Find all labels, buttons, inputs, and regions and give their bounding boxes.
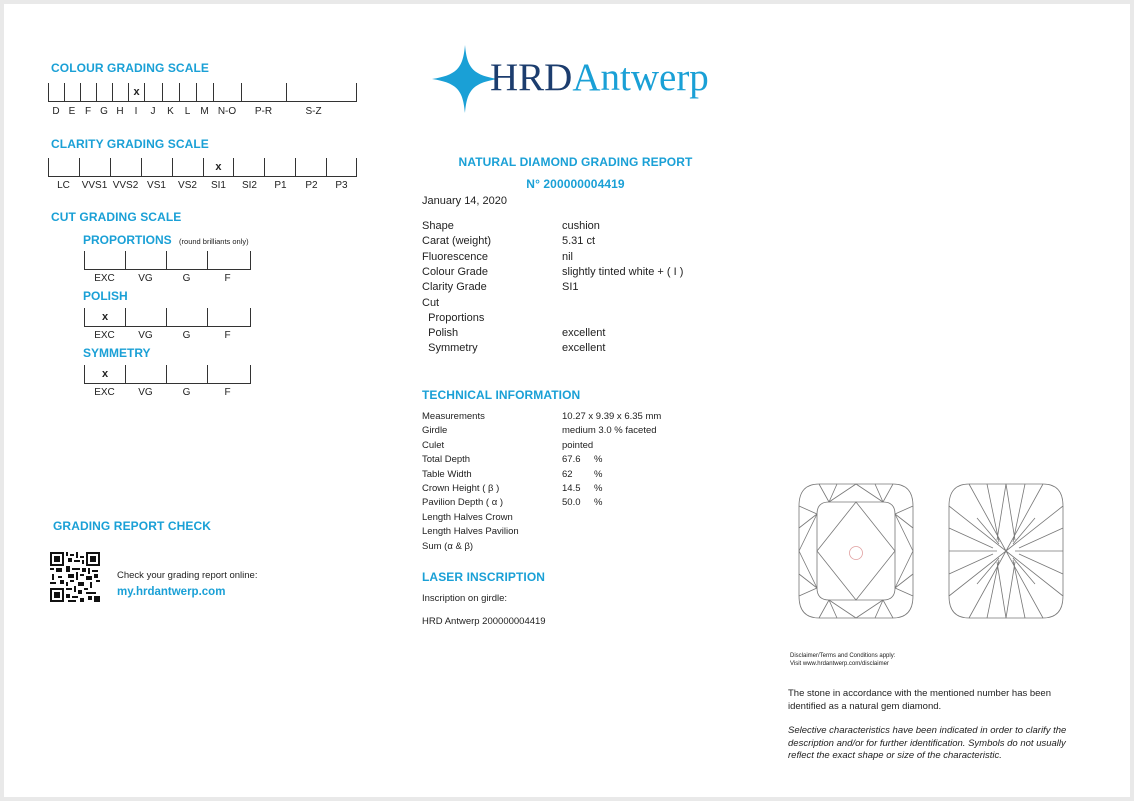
clarity-grade-label: VS1 — [147, 180, 166, 191]
qr-code-icon[interactable] — [50, 552, 100, 602]
colour-grade-label: P-R — [254, 106, 273, 117]
report-row-label: Symmetry — [422, 342, 478, 355]
cut-grade-label: G — [182, 273, 191, 284]
technical-row-unit: % — [594, 497, 603, 509]
report-row-label: Carat (weight) — [422, 235, 492, 248]
technical-row-unit: % — [594, 483, 603, 494]
colour-grade-label: N-O — [217, 106, 237, 117]
colour-grade-label: D — [52, 106, 60, 117]
polish-scale-labels — [84, 330, 251, 341]
scale-cell — [296, 158, 327, 176]
scale-cell — [234, 158, 265, 176]
report-title: NATURAL DIAMOND GRADING REPORT — [458, 155, 693, 169]
clarity-grade-label: LC — [57, 180, 70, 191]
report-row-label: Fluorescence — [422, 250, 489, 263]
scale-mark: x — [129, 83, 145, 101]
technical-row-label: Length Halves Pavilion — [422, 526, 519, 538]
proportions-note: (round brilliants only) — [179, 237, 249, 246]
scale-cell — [126, 251, 167, 269]
clarity-grade-label: VVS2 — [112, 180, 139, 191]
cut-grade-label: VG — [138, 387, 153, 398]
laser-title: LASER INSCRIPTION — [422, 570, 546, 584]
scale-cell — [145, 83, 163, 101]
scale-cell — [163, 83, 180, 101]
technical-row-label: Total Depth — [422, 454, 471, 466]
scale-mark: x — [85, 365, 126, 383]
clarity-grade-label: VS2 — [178, 180, 197, 191]
disclaimer-line1: Disclaimer/Terms and Conditions apply: — [790, 653, 896, 659]
technical-row-unit: % — [594, 454, 603, 466]
colour-scale-labels — [48, 106, 357, 117]
colour-grade-label: K — [167, 106, 174, 117]
cut-grade-label: F — [224, 387, 231, 398]
scale-mark: x — [85, 308, 126, 326]
clarity-scale-title: CLARITY GRADING SCALE — [51, 137, 209, 151]
scale-cell — [126, 308, 167, 326]
scale-cell — [167, 251, 208, 269]
cut-grade-label: G — [182, 330, 191, 341]
check-text: Check your grading report online: — [117, 570, 258, 581]
technical-row-label: Table Width — [422, 468, 472, 480]
proportions-title: PROPORTIONS (round brilliants only) — [83, 233, 249, 247]
clarity-scale — [48, 158, 357, 177]
scale-cell — [111, 158, 142, 176]
technical-row-unit: % — [594, 468, 603, 480]
cut-grade-label: F — [224, 330, 231, 341]
scale-cell — [327, 158, 356, 176]
symmetry-title: SYMMETRY — [83, 346, 151, 360]
technical-row-label: Length Halves Crown — [422, 511, 513, 523]
scale-mark: x — [204, 158, 235, 176]
cut-grade-label: VG — [138, 330, 153, 341]
report-date: January 14, 2020 — [422, 195, 508, 207]
scale-cell — [49, 158, 80, 176]
clarity-scale-labels — [48, 180, 357, 191]
technical-row-value: 62 — [562, 468, 573, 480]
laser-text: HRD Antwerp 200000004419 — [422, 616, 546, 627]
scale-cell — [208, 251, 249, 269]
pavilion-diagram-icon — [947, 482, 1065, 620]
report-row-value: excellent — [562, 327, 606, 340]
colour-scale-title: COLOUR GRADING SCALE — [51, 61, 209, 75]
report-row-label: Shape — [422, 220, 454, 232]
polish-title: POLISH — [83, 289, 128, 303]
disclaimer-line2: Visit www.hrdantwerp.com/disclaimer — [790, 661, 889, 667]
scale-cell — [49, 83, 65, 101]
colour-grade-label: S-Z — [305, 106, 322, 117]
scale-cell — [208, 308, 249, 326]
crown-diagram-icon — [797, 482, 915, 620]
star-logo-icon — [432, 45, 498, 113]
clarity-grade-label: VVS1 — [81, 180, 108, 191]
scale-cell — [65, 83, 81, 101]
scale-cell — [167, 365, 208, 383]
report-row-label: Cut — [422, 296, 440, 309]
scale-cell — [80, 158, 111, 176]
report-number: N° 200000004419 — [526, 177, 625, 191]
technical-row-label: Measurements — [422, 411, 485, 422]
scale-cell — [214, 83, 242, 101]
colour-grade-label: M — [200, 106, 209, 117]
scale-cell — [208, 365, 249, 383]
report-row-value: excellent — [562, 342, 606, 355]
scale-cell — [197, 83, 214, 101]
colour-grade-label: J — [150, 106, 156, 117]
cut-grade-label: F — [224, 273, 231, 284]
technical-row-label: Culet — [422, 439, 445, 451]
report-row-value: nil — [562, 250, 574, 263]
clarity-grade-label: SI2 — [241, 180, 257, 191]
report-row-value: 5.31 ct — [562, 235, 596, 248]
colour-grade-label: F — [84, 106, 92, 117]
cut-grade-label: EXC — [94, 387, 115, 398]
report-row-value: SI1 — [562, 281, 579, 294]
polish-scale — [84, 308, 251, 327]
report-row-label: Clarity Grade — [422, 281, 487, 294]
symmetry-scale-labels — [84, 387, 251, 398]
logo-hrd: HRD — [490, 56, 573, 99]
logo-antwerp: Antwerp — [572, 56, 709, 99]
disclaimer-statement: The stone in accordance with the mentioned number has been identified as a natural gem diamond. — [788, 688, 1051, 712]
scale-cell — [126, 365, 167, 383]
scale-cell — [81, 83, 97, 101]
clarity-grade-label: P3 — [335, 180, 348, 191]
technical-row-value: pointed — [562, 439, 594, 451]
cut-scale-title: CUT GRADING SCALE — [51, 210, 182, 224]
technical-row-value: 10.27 x 9.39 x 6.35 mm — [562, 411, 662, 422]
technical-row-label: Girdle — [422, 425, 448, 437]
report-row-label: Proportions — [422, 311, 485, 324]
report-row-value: cushion — [562, 220, 600, 232]
scale-cell — [265, 158, 296, 176]
symmetry-scale — [84, 365, 251, 384]
report-row-value: slightly tinted white + ( I ) — [562, 265, 684, 278]
clarity-grade-label: P1 — [274, 180, 287, 191]
scale-cell — [167, 308, 208, 326]
cut-grade-label: EXC — [94, 273, 115, 284]
colour-grade-label: G — [100, 106, 108, 117]
scale-cell — [85, 251, 126, 269]
colour-grade-label: H — [116, 106, 124, 117]
scale-cell — [173, 158, 204, 176]
technical-row-value: 50.0 — [562, 497, 581, 509]
technical-row-label: Crown Height ( β ) — [422, 483, 500, 494]
report-row-label: Polish — [422, 327, 459, 340]
scale-cell — [113, 83, 129, 101]
technical-row-value: medium 3.0 % faceted — [562, 425, 657, 437]
colour-grade-label: I — [134, 106, 138, 117]
proportions-scale — [84, 251, 251, 270]
technical-row-value: 14.5 — [562, 483, 581, 494]
laser-label: Inscription on girdle: — [422, 593, 508, 604]
report-check-title: GRADING REPORT CHECK — [53, 519, 212, 533]
report-sheet — [4, 4, 1130, 797]
hrd-logo-text — [490, 56, 709, 100]
scale-cell — [180, 83, 197, 101]
cut-grade-label: VG — [138, 273, 153, 284]
check-link[interactable]: my.hrdantwerp.com — [117, 586, 226, 598]
scale-cell — [242, 83, 287, 101]
colour-grade-label: L — [184, 106, 191, 117]
report-row-label: Colour Grade — [422, 265, 489, 278]
technical-row-label: Sum (α & β) — [422, 540, 474, 552]
cut-grade-label: G — [182, 387, 191, 398]
scale-cell — [97, 83, 113, 101]
scale-cell — [287, 83, 342, 101]
cut-grade-label: EXC — [94, 330, 115, 341]
technical-row-value: 67.6 — [562, 454, 581, 466]
scale-cell — [142, 158, 173, 176]
proportions-scale-labels — [84, 273, 251, 284]
technical-row-label: Pavilion Depth ( α ) — [422, 497, 503, 509]
colour-scale — [48, 83, 357, 102]
clarity-grade-label: P2 — [305, 180, 318, 191]
technical-title: TECHNICAL INFORMATION — [422, 388, 581, 402]
disclaimer-characteristics: Selective characteristics have been indicated in order to clarify the description and/or for further identification. Symbols do not usually reflect the exact shape or size of the characteristic. — [788, 725, 1067, 761]
colour-grade-label: E — [68, 106, 76, 117]
clarity-grade-label: SI1 — [210, 180, 226, 191]
